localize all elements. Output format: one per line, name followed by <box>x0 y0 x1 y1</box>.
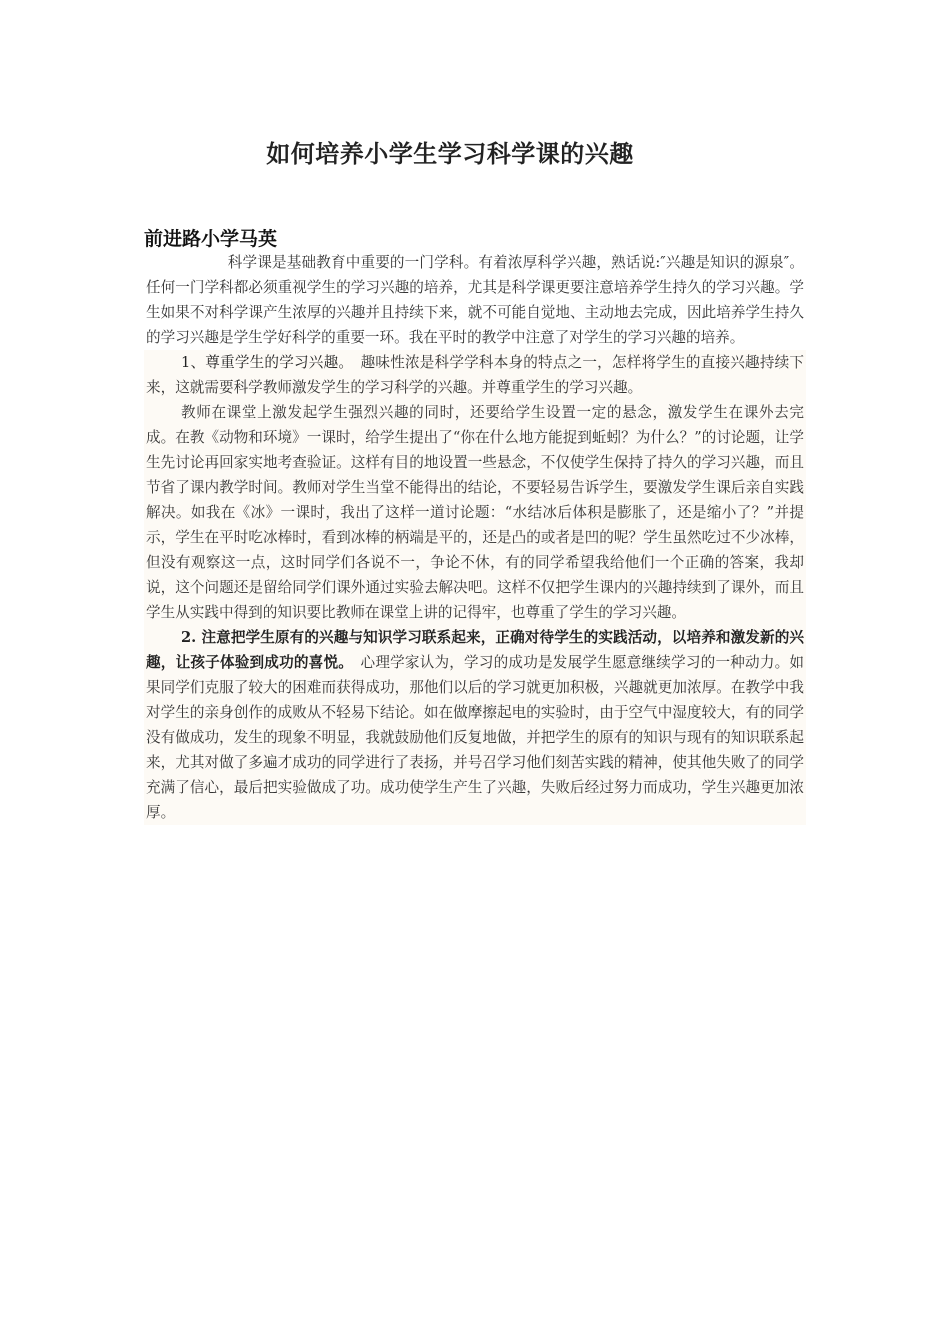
point-heading: 1、尊重学生的学习兴趣。 <box>181 354 346 371</box>
paragraph-point-2 <box>144 625 806 825</box>
paragraph-point-1 <box>144 350 806 400</box>
point-heading: 2. 注意把学生原有的兴趣与知识学习联系起来，正确对待学生的实践活动，以培养和激发新的兴趣，让孩子体验到成功的喜悦。 <box>146 629 804 671</box>
paragraph-intro <box>144 250 806 350</box>
shaded-section <box>144 350 806 825</box>
page-title: 如何培养小学生学习科学课的兴趣 <box>266 140 634 168</box>
author-line: 前进路小学马英 <box>144 228 278 250</box>
paragraph-text: 教师在课堂上激发起学生强烈兴趣的同时，还要给学生设置一定的悬念，激发学生在课外去完成。在教《动物和环境》一课时，给学生提出了“你在什么地方能捉到蚯蚓？为什么？”的讨论题，让学生先讨论再回家实地考查验证。这样有目的地设置一些悬念，不仅使学生保持了持久的学习兴趣，而且节省了课内教学时间。教师对学生当堂不能得出的结论，不要轻易告诉学生，要激发学生课后亲自实践解决。如我在《冰》一课时，我出了这样一道讨论题：“水结冰后体积是膨胀了，还是缩小了？”并提示，学生在平时吃冰棒时，看到冰棒的柄端是平的，还是凸的或者是凹的呢？学生虽然吃过不少冰棒，但没有观察这一点，这时同学们各说不一，争论不休，有的同学希望我给他们一个正确的答案，我却说，这个问题还是留给同学们课外通过实验去解决吧。这样不仅把学生课内的兴趣持续到了课外，而且学生从实践中得到的知识要比教师在课堂上讲的记得牢，也尊重了学生的学习兴趣。 <box>146 404 804 621</box>
paragraph-text: 科学课是基础教育中重要的一门学科。有着浓厚科学兴趣，熟话说:″兴趣是知识的源泉″。任何一门学科都必须重视学生的学习兴趣的培养，尤其是科学课更要注意培养学生持久的学习兴趣。学生如果不对科学课产生浓厚的兴趣并且持续下来，就不可能自觉地、主动地去完成，因此培养学生持久的学习兴趣是学生学好科学的重要一环。我在平时的教学中注意了对学生的学习兴趣的培养。 <box>146 254 804 346</box>
paragraph-text: 心理学家认为，学习的成功是发展学生愿意继续学习的一种动力。如果同学们克服了较大的困难而获得成功，那他们以后的学习就更加积极，兴趣就更加浓厚。在教学中我对学生的亲身创作的成败从不轻易下结论。如在做摩擦起电的实验时，由于空气中湿度较大，有的同学没有做成功，发生的现象不明显，我就鼓励他们反复地做，并把学生的原有的知识与现有的知识联系起来，尤其对做了多遍才成功的同学进行了表扬，并号召学习他们刻苦实践的精神，使其他失败了的同学充满了信心，最后把实验做成了功。成功使学生产生了兴趣，失败后经过努力而成功，学生兴趣更加浓厚。 <box>146 654 804 821</box>
paragraph-text: 趣味性浓是科学学科本身的特点之一，怎样将学生的直接兴趣持续下来，这就需要科学教师激发学生的学习科学的兴趣。并尊重学生的学习兴趣。 <box>146 354 804 396</box>
article-body <box>144 250 806 825</box>
paragraph-example <box>144 400 806 625</box>
